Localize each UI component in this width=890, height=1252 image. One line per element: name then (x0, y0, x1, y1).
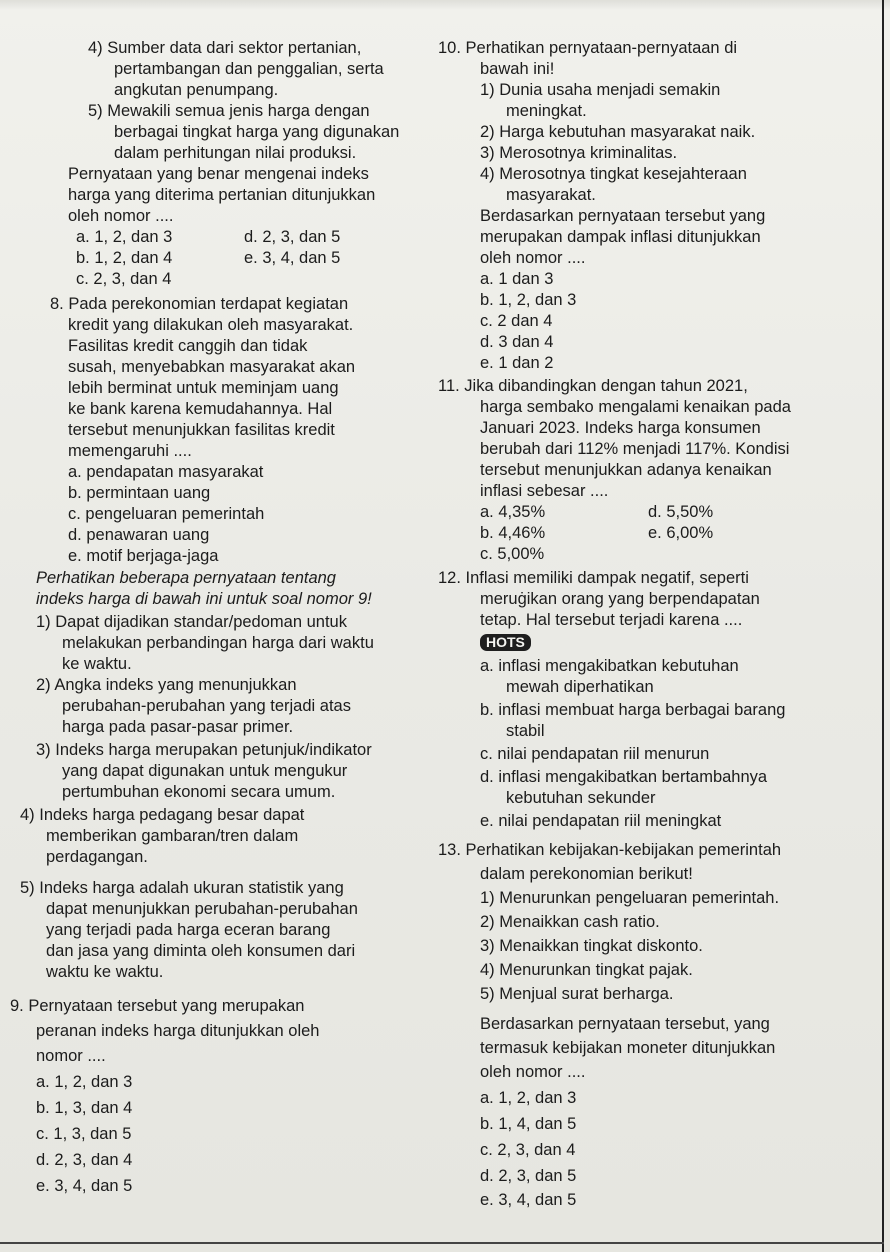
text-line: kredit yang dilakukan oleh masyarakat. (68, 316, 354, 334)
text-line: 10. Perhatikan pernyataan-pernyataan di (438, 39, 738, 57)
text-line: bawah ini! (480, 60, 555, 78)
text-line: harga pada pasar-pasar primer. (62, 718, 294, 736)
text-line: c. 2 dan 4 (480, 312, 553, 330)
text-line: 13. Perhatikan kebijakan-kebijakan pemerintah (438, 841, 782, 859)
text-line: dapat menunjukkan perubahan-perubahan (46, 900, 358, 918)
text-line: e. 1 dan 2 (480, 354, 554, 372)
text-line: susah, menyebabkan masyarakat akan (68, 358, 356, 376)
text-line: 9. Pernyataan tersebut yang merupakan (10, 997, 305, 1015)
text-line: angkutan penumpang. (114, 81, 279, 99)
text-line: indeks harga di bawah ini untuk soal nomor 9! (36, 590, 372, 608)
text-line: d. 2, 3, dan 5 (480, 1167, 577, 1185)
text-line: waktu ke waktu. (46, 963, 164, 981)
text-line: perubahan-perubahan yang terjadi atas (62, 697, 351, 715)
text-line: a. pendapatan masyarakat (68, 463, 264, 481)
text-line: oleh nomor .... (480, 1063, 586, 1081)
text-line: c. 1, 3, dan 5 (36, 1125, 132, 1143)
text-line: 11. Jika dibandingkan dengan tahun 2021, (438, 377, 748, 395)
text-line: yang dapat digunakan untuk mengukur (62, 762, 348, 780)
text-line: e. nilai pendapatan riil meningkat (480, 812, 722, 830)
text-line: 4) Indeks harga pedagang besar dapat (20, 806, 305, 824)
text-line: a. 1, 2, dan 3 (36, 1073, 133, 1091)
text-line: a. 4,35% (480, 503, 546, 521)
text-line: Berdasarkan pernyataan tersebut yang (480, 207, 766, 225)
text-line: a. 1 dan 3 (480, 270, 554, 288)
text-line: b. inflasi membuat harga berbagai barang (480, 701, 786, 719)
text-line: 4) Sumber data dari sektor pertanian, (88, 39, 362, 57)
text-line: kebutuhan sekunder (506, 789, 656, 807)
text-line: harga yang diterima pertanian ditunjukkan (68, 186, 376, 204)
text-line: yang terjadi pada harga eceran barang (46, 921, 331, 939)
text-line: nomor .... (36, 1047, 106, 1065)
text-line: Perhatikan beberapa pernyataan tentang (36, 569, 336, 587)
text-line: merupakan dampak inflasi ditunjukkan (480, 228, 761, 246)
text-line: d. inflasi mengakibatkan bertambahnya (480, 768, 768, 786)
text-line: c. 5,00% (480, 545, 545, 563)
text-line: 12. Inflasi memiliki dampak negatif, seperti (438, 569, 749, 587)
text-line: Fasilitas kredit canggih dan tidak (68, 337, 308, 355)
text-line: c. 2, 3, dan 4 (76, 270, 172, 288)
text-line: memberikan gambaran/tren dalam (46, 827, 299, 845)
text-line: melakukan perbandingan harga dari waktu (62, 634, 374, 652)
text-line: 1) Dapat dijadikan standar/pedoman untuk (36, 613, 347, 631)
text-line: d. 5,50% (648, 503, 714, 521)
text-line: b. 1, 4, dan 5 (480, 1115, 577, 1133)
text-line: ke bank karena kemudahannya. Hal (68, 400, 333, 418)
text-line: tetap. Hal tersebut terjadi karena .... (480, 611, 743, 629)
text-line: peranan indeks harga ditunjukkan oleh (36, 1022, 320, 1040)
text-line: inflasi sebesar .... (480, 482, 609, 500)
top-shadow (0, 0, 890, 10)
text-line: Berdasarkan pernyataan tersebut, yang (480, 1015, 770, 1033)
text-line: a. 1, 2, dan 3 (480, 1089, 577, 1107)
text-line: d. 2, 3, dan 4 (36, 1151, 133, 1169)
text-line: 3) Menaikkan tingkat diskonto. (480, 937, 703, 955)
text-line: perdagangan. (46, 848, 148, 866)
text-line: Pernyataan yang benar mengenai indeks (68, 165, 369, 183)
text-line: pertambangan dan penggalian, serta (114, 60, 384, 78)
text-line: e. motif berjaga-jaga (68, 547, 219, 565)
text-line: harga sembako mengalami kenaikan pada (480, 398, 791, 416)
text-line: tersebut menunjukkan fasilitas kredit (68, 421, 335, 439)
text-line: termasuk kebijakan moneter ditunjukkan (480, 1039, 776, 1057)
text-line: berbagai tingkat harga yang digunakan (114, 123, 400, 141)
text-line: 5) Menjual surat berharga. (480, 985, 674, 1003)
page-frame-right (882, 0, 884, 1252)
text-line: b. 1, 2, dan 4 (76, 249, 173, 267)
text-line: memengaruhi .... (68, 442, 192, 460)
text-line: pertumbuhan ekonomi secara umum. (62, 783, 336, 801)
text-line: 2) Angka indeks yang menunjukkan (36, 676, 297, 694)
text-line: e. 6,00% (648, 524, 714, 542)
text-line: 2) Menaikkan cash ratio. (480, 913, 660, 931)
text-line: stabil (506, 722, 545, 740)
text-line: lebih berminat untuk meminjam uang (68, 379, 339, 397)
text-line: 8. Pada perekonomian terdapat kegiatan (50, 295, 349, 313)
text-line: 1) Dunia usaha menjadi semakin (480, 81, 721, 99)
text-line: e. 3, 4, dan 5 (244, 249, 341, 267)
text-line: 2) Harga kebutuhan masyarakat naik. (480, 123, 756, 141)
text-line: e. 3, 4, dan 5 (480, 1191, 577, 1209)
text-line: b. 4,46% (480, 524, 546, 542)
text-line: meruġikan orang yang berpendapatan (480, 590, 760, 608)
text-line: oleh nomor .... (480, 249, 586, 267)
text-line: d. 2, 3, dan 5 (244, 228, 341, 246)
text-line: masyarakat. (506, 186, 596, 204)
text-line: 4) Merosotnya tingkat kesejahteraan (480, 165, 747, 183)
text-line: Januari 2023. Indeks harga konsumen (480, 419, 761, 437)
text-line: a. 1, 2, dan 3 (76, 228, 173, 246)
text-line: e. 3, 4, dan 5 (36, 1177, 133, 1195)
text-line: 5) Mewakili semua jenis harga dengan (88, 102, 370, 120)
text-line: b. 1, 3, dan 4 (36, 1099, 133, 1117)
text-line: 3) Indeks harga merupakan petunjuk/indikator (36, 741, 372, 759)
text-line: c. nilai pendapatan riil menurun (480, 745, 710, 763)
text-line: 1) Menurunkan pengeluaran pemerintah. (480, 889, 780, 907)
text-line: 4) Menurunkan tingkat pajak. (480, 961, 693, 979)
text-line: berubah dari 112% menjadi 117%. Kondisi (480, 440, 790, 458)
text-line: d. 3 dan 4 (480, 333, 554, 351)
text-line: b. permintaan uang (68, 484, 211, 502)
text-line: a. inflasi mengakibatkan kebutuhan (480, 657, 739, 675)
hots-label (480, 632, 531, 653)
text-line: oleh nomor .... (68, 207, 174, 225)
text-line: 3) Merosotnya kriminalitas. (480, 144, 678, 162)
text-line: dalam perhitungan nilai produksi. (114, 144, 357, 162)
page-frame-bottom (0, 1242, 884, 1244)
text-line: c. pengeluaran pemerintah (68, 505, 265, 523)
text-line: tersebut menunjukkan adanya kenaikan (480, 461, 772, 479)
text-line: 5) Indeks harga adalah ukuran statistik yang (20, 879, 344, 897)
text-line: mewah diperhatikan (506, 678, 654, 696)
hots-badge: HOTS (480, 634, 531, 651)
text-line: c. 2, 3, dan 4 (480, 1141, 576, 1159)
text-line: d. penawaran uang (68, 526, 210, 544)
text-line: dalam perekonomian berikut! (480, 865, 693, 883)
text-line: meningkat. (506, 102, 587, 120)
text-line: b. 1, 2, dan 3 (480, 291, 577, 309)
text-line: dan jasa yang diminta oleh konsumen dari (46, 942, 356, 960)
text-line: ke waktu. (62, 655, 132, 673)
